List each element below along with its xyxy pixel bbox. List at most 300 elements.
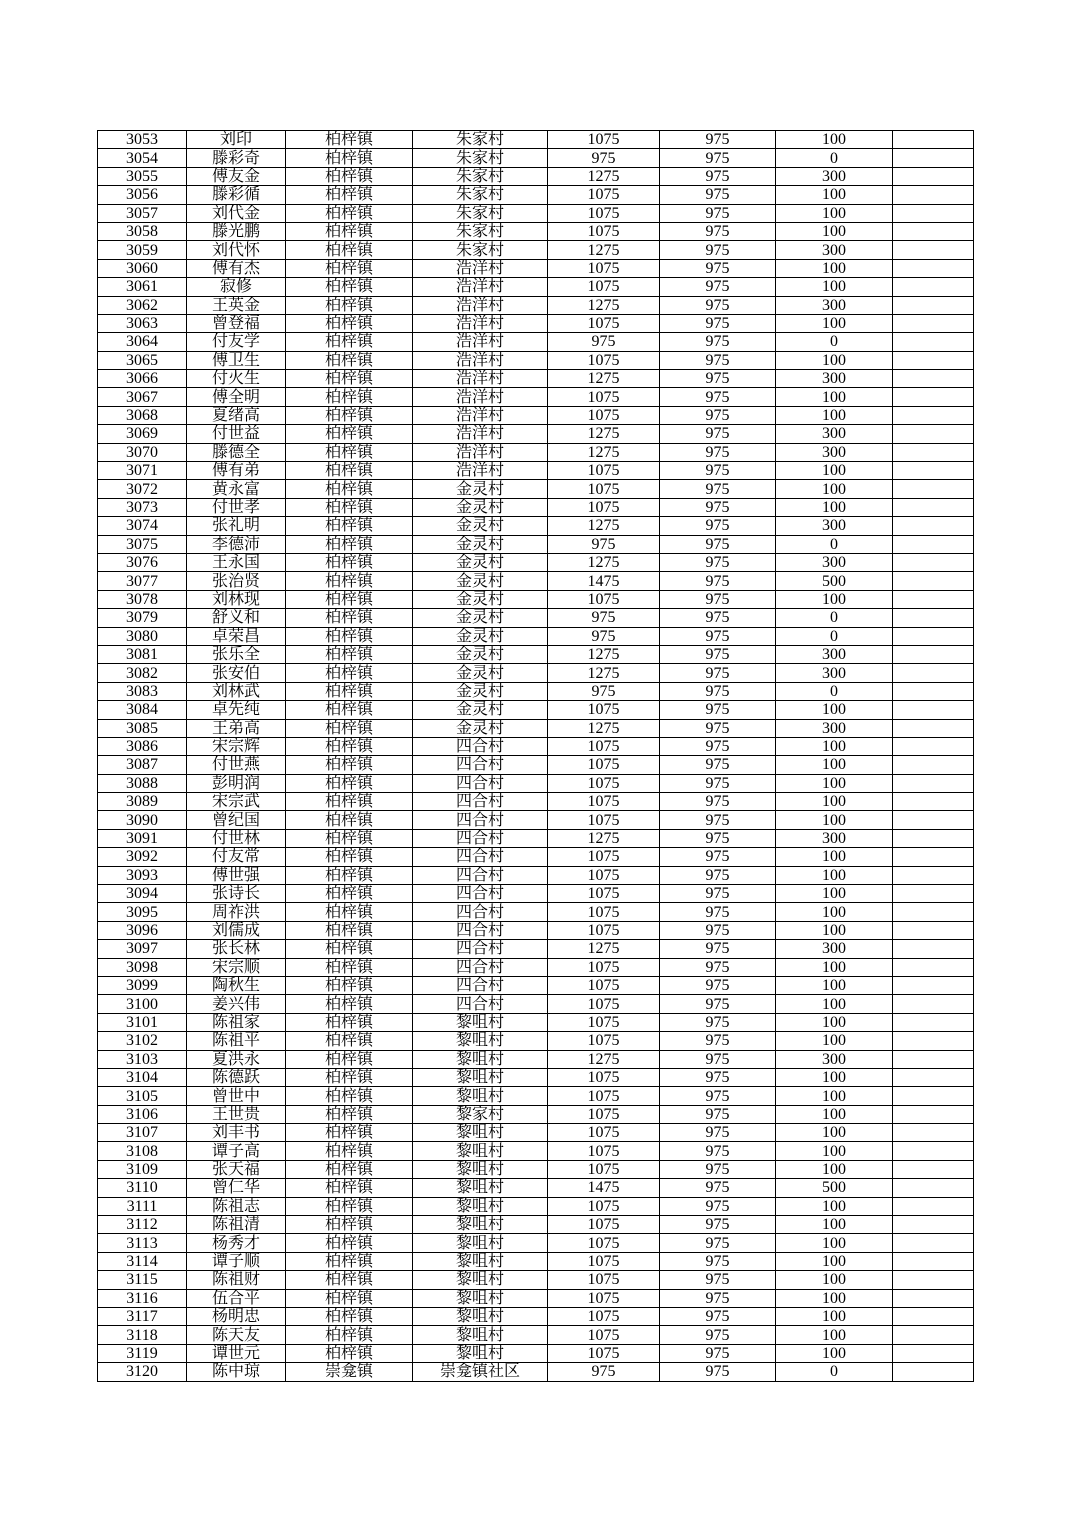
cell-amount-a: 975 (548, 1363, 660, 1381)
cell-amount-a: 1075 (548, 1289, 660, 1307)
cell-village: 金灵村 (413, 590, 548, 608)
cell-amount-c: 300 (776, 241, 893, 259)
cell-town: 柏梓镇 (286, 333, 413, 351)
cell-town: 柏梓镇 (286, 370, 413, 388)
table-row (98, 627, 974, 645)
table-row (98, 186, 974, 204)
cell-town: 柏梓镇 (286, 811, 413, 829)
cell-village: 朱家村 (413, 241, 548, 259)
table-row (98, 498, 974, 516)
table-row (98, 848, 974, 866)
cell-town: 柏梓镇 (286, 480, 413, 498)
cell-name: 谭子高 (187, 1142, 286, 1160)
cell-name: 谭子顺 (187, 1252, 286, 1270)
cell-remark (893, 1344, 974, 1362)
cell-town: 柏梓镇 (286, 1032, 413, 1050)
cell-amount-a: 1275 (548, 241, 660, 259)
cell-remark (893, 406, 974, 424)
table-row (98, 572, 974, 590)
cell-amount-a: 1075 (548, 1032, 660, 1050)
cell-remark (893, 1289, 974, 1307)
cell-remark (893, 1160, 974, 1178)
cell-village: 金灵村 (413, 664, 548, 682)
cell-number: 3067 (98, 388, 187, 406)
cell-name: 傅有杰 (187, 259, 286, 277)
cell-remark (893, 1179, 974, 1197)
cell-name: 张天福 (187, 1160, 286, 1178)
cell-remark (893, 756, 974, 774)
cell-amount-b: 975 (660, 443, 776, 461)
cell-village: 浩洋村 (413, 314, 548, 332)
cell-number: 3093 (98, 866, 187, 884)
table-row (98, 645, 974, 663)
cell-amount-c: 100 (776, 866, 893, 884)
cell-remark (893, 314, 974, 332)
cell-name: 曾仁华 (187, 1179, 286, 1197)
cell-village: 朱家村 (413, 204, 548, 222)
cell-town: 柏梓镇 (286, 1197, 413, 1215)
table-row (98, 1363, 974, 1381)
cell-remark (893, 793, 974, 811)
cell-town: 柏梓镇 (286, 296, 413, 314)
cell-number: 3072 (98, 480, 187, 498)
cell-amount-b: 975 (660, 535, 776, 553)
cell-town: 柏梓镇 (286, 737, 413, 755)
table-row (98, 1216, 974, 1234)
cell-amount-c: 100 (776, 1308, 893, 1326)
cell-number: 3091 (98, 829, 187, 847)
cell-number: 3112 (98, 1216, 187, 1234)
cell-amount-c: 0 (776, 535, 893, 553)
cell-village: 四合村 (413, 903, 548, 921)
cell-amount-c: 100 (776, 793, 893, 811)
cell-town: 柏梓镇 (286, 517, 413, 535)
cell-number: 3095 (98, 903, 187, 921)
cell-remark (893, 1105, 974, 1123)
cell-village: 朱家村 (413, 222, 548, 240)
cell-village: 黎咀村 (413, 1142, 548, 1160)
table-row (98, 480, 974, 498)
cell-amount-a: 1075 (548, 406, 660, 424)
table-row (98, 1308, 974, 1326)
cell-amount-b: 975 (660, 1308, 776, 1326)
cell-amount-b: 975 (660, 1124, 776, 1142)
cell-village: 金灵村 (413, 627, 548, 645)
cell-name: 曾世中 (187, 1087, 286, 1105)
table-row (98, 406, 974, 424)
cell-amount-c: 100 (776, 1142, 893, 1160)
table-row (98, 259, 974, 277)
cell-town: 柏梓镇 (286, 958, 413, 976)
cell-name: 付友学 (187, 333, 286, 351)
cell-town: 柏梓镇 (286, 645, 413, 663)
cell-number: 3099 (98, 976, 187, 994)
cell-village: 金灵村 (413, 609, 548, 627)
cell-number: 3062 (98, 296, 187, 314)
cell-amount-b: 975 (660, 553, 776, 571)
cell-amount-c: 100 (776, 811, 893, 829)
cell-name: 傅世强 (187, 866, 286, 884)
cell-amount-c: 100 (776, 1252, 893, 1270)
cell-village: 四合村 (413, 811, 548, 829)
cell-amount-b: 975 (660, 296, 776, 314)
cell-number: 3058 (98, 222, 187, 240)
cell-village: 浩洋村 (413, 296, 548, 314)
table-row (98, 921, 974, 939)
cell-remark (893, 443, 974, 461)
cell-amount-a: 1075 (548, 498, 660, 516)
cell-town: 柏梓镇 (286, 829, 413, 847)
cell-number: 3110 (98, 1179, 187, 1197)
cell-name: 卓荣昌 (187, 627, 286, 645)
cell-village: 四合村 (413, 921, 548, 939)
cell-name: 滕彩循 (187, 186, 286, 204)
cell-amount-b: 975 (660, 1142, 776, 1160)
table-row (98, 1326, 974, 1344)
cell-name: 张乐全 (187, 645, 286, 663)
cell-amount-a: 1075 (548, 1308, 660, 1326)
cell-name: 陈祖财 (187, 1271, 286, 1289)
cell-town: 柏梓镇 (286, 1013, 413, 1031)
cell-remark (893, 572, 974, 590)
cell-name: 杨秀才 (187, 1234, 286, 1252)
cell-amount-a: 1475 (548, 1179, 660, 1197)
cell-amount-c: 100 (776, 222, 893, 240)
cell-amount-a: 1075 (548, 1124, 660, 1142)
cell-remark (893, 480, 974, 498)
cell-number: 3090 (98, 811, 187, 829)
cell-town: 柏梓镇 (286, 498, 413, 516)
cell-amount-a: 1075 (548, 737, 660, 755)
cell-name: 刘儒成 (187, 921, 286, 939)
cell-town: 柏梓镇 (286, 1234, 413, 1252)
cell-amount-b: 975 (660, 1344, 776, 1362)
cell-remark (893, 535, 974, 553)
cell-village: 四合村 (413, 976, 548, 994)
cell-amount-c: 300 (776, 553, 893, 571)
cell-remark (893, 517, 974, 535)
cell-number: 3113 (98, 1234, 187, 1252)
cell-remark (893, 885, 974, 903)
cell-remark (893, 425, 974, 443)
cell-village: 崇龛镇社区 (413, 1363, 548, 1381)
cell-village: 金灵村 (413, 535, 548, 553)
table-row (98, 167, 974, 185)
cell-village: 金灵村 (413, 480, 548, 498)
cell-amount-a: 1075 (548, 131, 660, 149)
table-row (98, 462, 974, 480)
cell-number: 3092 (98, 848, 187, 866)
cell-name: 付世孝 (187, 498, 286, 516)
cell-amount-a: 1275 (548, 296, 660, 314)
cell-number: 3073 (98, 498, 187, 516)
cell-amount-c: 300 (776, 829, 893, 847)
cell-remark (893, 1326, 974, 1344)
cell-name: 舒义和 (187, 609, 286, 627)
cell-remark (893, 259, 974, 277)
table-body (98, 131, 974, 1382)
cell-name: 傅友金 (187, 167, 286, 185)
cell-amount-a: 1075 (548, 701, 660, 719)
table-row (98, 443, 974, 461)
cell-amount-c: 100 (776, 186, 893, 204)
cell-amount-b: 975 (660, 351, 776, 369)
cell-number: 3115 (98, 1271, 187, 1289)
cell-remark (893, 296, 974, 314)
cell-amount-b: 975 (660, 1013, 776, 1031)
cell-amount-a: 1275 (548, 829, 660, 847)
cell-amount-c: 300 (776, 443, 893, 461)
cell-amount-c: 0 (776, 627, 893, 645)
cell-amount-b: 975 (660, 811, 776, 829)
cell-village: 金灵村 (413, 719, 548, 737)
cell-remark (893, 131, 974, 149)
cell-amount-b: 975 (660, 278, 776, 296)
data-table (97, 130, 974, 1382)
cell-amount-a: 975 (548, 627, 660, 645)
cell-remark (893, 186, 974, 204)
cell-number: 3102 (98, 1032, 187, 1050)
cell-amount-a: 1275 (548, 517, 660, 535)
cell-amount-b: 975 (660, 885, 776, 903)
cell-amount-b: 975 (660, 186, 776, 204)
cell-village: 金灵村 (413, 498, 548, 516)
table-row (98, 793, 974, 811)
cell-number: 3059 (98, 241, 187, 259)
cell-village: 朱家村 (413, 186, 548, 204)
cell-amount-a: 975 (548, 149, 660, 167)
table-row (98, 1179, 974, 1197)
table-row (98, 1344, 974, 1362)
cell-number: 3101 (98, 1013, 187, 1031)
cell-amount-b: 975 (660, 1326, 776, 1344)
cell-amount-a: 1275 (548, 425, 660, 443)
cell-amount-b: 975 (660, 1087, 776, 1105)
cell-amount-a: 1075 (548, 480, 660, 498)
cell-amount-b: 975 (660, 793, 776, 811)
cell-amount-a: 1075 (548, 793, 660, 811)
cell-amount-a: 975 (548, 682, 660, 700)
cell-town: 柏梓镇 (286, 1308, 413, 1326)
cell-name: 陈祖平 (187, 1032, 286, 1050)
cell-remark (893, 664, 974, 682)
cell-amount-a: 1075 (548, 1142, 660, 1160)
cell-amount-b: 975 (660, 333, 776, 351)
cell-amount-b: 975 (660, 1216, 776, 1234)
table-row (98, 1197, 974, 1215)
cell-amount-c: 100 (776, 1013, 893, 1031)
cell-village: 浩洋村 (413, 406, 548, 424)
cell-name: 刘丰书 (187, 1124, 286, 1142)
cell-village: 黎咀村 (413, 1050, 548, 1068)
cell-number: 3077 (98, 572, 187, 590)
cell-amount-b: 975 (660, 1068, 776, 1086)
cell-number: 3086 (98, 737, 187, 755)
cell-amount-c: 100 (776, 498, 893, 516)
cell-amount-b: 975 (660, 222, 776, 240)
cell-number: 3111 (98, 1197, 187, 1215)
table-row (98, 1252, 974, 1270)
cell-number: 3114 (98, 1252, 187, 1270)
cell-amount-c: 100 (776, 1271, 893, 1289)
cell-number: 3118 (98, 1326, 187, 1344)
cell-amount-c: 100 (776, 1344, 893, 1362)
cell-amount-c: 100 (776, 131, 893, 149)
cell-town: 柏梓镇 (286, 1289, 413, 1307)
cell-name: 张安伯 (187, 664, 286, 682)
cell-remark (893, 462, 974, 480)
cell-number: 3087 (98, 756, 187, 774)
cell-number: 3064 (98, 333, 187, 351)
cell-amount-c: 300 (776, 370, 893, 388)
cell-amount-b: 975 (660, 866, 776, 884)
cell-amount-a: 1275 (548, 370, 660, 388)
cell-town: 柏梓镇 (286, 1087, 413, 1105)
cell-amount-b: 975 (660, 259, 776, 277)
cell-village: 黎咀村 (413, 1013, 548, 1031)
cell-amount-b: 975 (660, 1160, 776, 1178)
cell-name: 寂修 (187, 278, 286, 296)
cell-town: 柏梓镇 (286, 866, 413, 884)
cell-amount-a: 1075 (548, 885, 660, 903)
cell-amount-b: 975 (660, 480, 776, 498)
cell-amount-b: 975 (660, 241, 776, 259)
cell-remark (893, 645, 974, 663)
cell-town: 柏梓镇 (286, 1271, 413, 1289)
table-row (98, 885, 974, 903)
cell-number: 3097 (98, 940, 187, 958)
cell-amount-c: 300 (776, 1050, 893, 1068)
cell-remark (893, 1216, 974, 1234)
cell-name: 陈祖家 (187, 1013, 286, 1031)
cell-name: 王弟高 (187, 719, 286, 737)
cell-amount-a: 1075 (548, 1197, 660, 1215)
cell-village: 朱家村 (413, 167, 548, 185)
cell-amount-b: 975 (660, 940, 776, 958)
cell-town: 柏梓镇 (286, 701, 413, 719)
cell-number: 3083 (98, 682, 187, 700)
table-row (98, 976, 974, 994)
cell-name: 彭明润 (187, 774, 286, 792)
cell-amount-a: 1075 (548, 1105, 660, 1123)
cell-amount-b: 975 (660, 572, 776, 590)
cell-number: 3057 (98, 204, 187, 222)
cell-amount-c: 100 (776, 701, 893, 719)
cell-name: 宋宗武 (187, 793, 286, 811)
cell-town: 柏梓镇 (286, 351, 413, 369)
cell-amount-c: 100 (776, 1216, 893, 1234)
cell-amount-c: 100 (776, 278, 893, 296)
cell-village: 黎咀村 (413, 1271, 548, 1289)
cell-village: 浩洋村 (413, 333, 548, 351)
cell-amount-c: 0 (776, 333, 893, 351)
cell-remark (893, 1197, 974, 1215)
cell-amount-c: 300 (776, 167, 893, 185)
cell-amount-c: 100 (776, 774, 893, 792)
cell-remark (893, 1124, 974, 1142)
cell-remark (893, 351, 974, 369)
cell-number: 3088 (98, 774, 187, 792)
cell-amount-c: 100 (776, 903, 893, 921)
cell-number: 3074 (98, 517, 187, 535)
cell-number: 3081 (98, 645, 187, 663)
cell-village: 四合村 (413, 995, 548, 1013)
cell-remark (893, 866, 974, 884)
cell-name: 王世贵 (187, 1105, 286, 1123)
cell-name: 刘代怀 (187, 241, 286, 259)
cell-name: 李德沛 (187, 535, 286, 553)
cell-amount-b: 975 (660, 1197, 776, 1215)
cell-name: 付火生 (187, 370, 286, 388)
cell-name: 陈天友 (187, 1326, 286, 1344)
cell-number: 3055 (98, 167, 187, 185)
cell-remark (893, 204, 974, 222)
cell-amount-b: 975 (660, 131, 776, 149)
table-row (98, 903, 974, 921)
cell-name: 伍合平 (187, 1289, 286, 1307)
cell-amount-b: 975 (660, 1032, 776, 1050)
cell-town: 柏梓镇 (286, 1105, 413, 1123)
cell-amount-c: 100 (776, 1068, 893, 1086)
cell-village: 黎咀村 (413, 1344, 548, 1362)
cell-number: 3089 (98, 793, 187, 811)
cell-amount-b: 975 (660, 1271, 776, 1289)
cell-town: 柏梓镇 (286, 443, 413, 461)
cell-village: 金灵村 (413, 572, 548, 590)
cell-number: 3060 (98, 259, 187, 277)
table-row (98, 774, 974, 792)
cell-number: 3103 (98, 1050, 187, 1068)
cell-amount-b: 975 (660, 995, 776, 1013)
cell-town: 柏梓镇 (286, 131, 413, 149)
cell-amount-b: 975 (660, 976, 776, 994)
cell-amount-c: 500 (776, 1179, 893, 1197)
cell-amount-a: 1075 (548, 462, 660, 480)
cell-town: 柏梓镇 (286, 848, 413, 866)
cell-number: 3065 (98, 351, 187, 369)
cell-name: 杨明忠 (187, 1308, 286, 1326)
cell-town: 柏梓镇 (286, 572, 413, 590)
cell-amount-b: 975 (660, 425, 776, 443)
cell-name: 张治贤 (187, 572, 286, 590)
cell-town: 柏梓镇 (286, 553, 413, 571)
cell-name: 夏绪高 (187, 406, 286, 424)
cell-name: 谭世元 (187, 1344, 286, 1362)
table-row (98, 535, 974, 553)
cell-name: 刘林现 (187, 590, 286, 608)
cell-amount-a: 1275 (548, 443, 660, 461)
cell-amount-c: 100 (776, 462, 893, 480)
table-row (98, 1234, 974, 1252)
cell-name: 卓先纯 (187, 701, 286, 719)
cell-name: 刘代金 (187, 204, 286, 222)
cell-amount-a: 1075 (548, 1234, 660, 1252)
cell-town: 柏梓镇 (286, 940, 413, 958)
cell-amount-b: 975 (660, 719, 776, 737)
cell-amount-b: 975 (660, 829, 776, 847)
cell-remark (893, 278, 974, 296)
cell-amount-b: 975 (660, 167, 776, 185)
cell-number: 3068 (98, 406, 187, 424)
cell-amount-c: 100 (776, 756, 893, 774)
cell-number: 3069 (98, 425, 187, 443)
cell-number: 3117 (98, 1308, 187, 1326)
cell-town: 柏梓镇 (286, 921, 413, 939)
cell-remark (893, 167, 974, 185)
cell-number: 3054 (98, 149, 187, 167)
cell-village: 四合村 (413, 774, 548, 792)
cell-name: 刘林武 (187, 682, 286, 700)
